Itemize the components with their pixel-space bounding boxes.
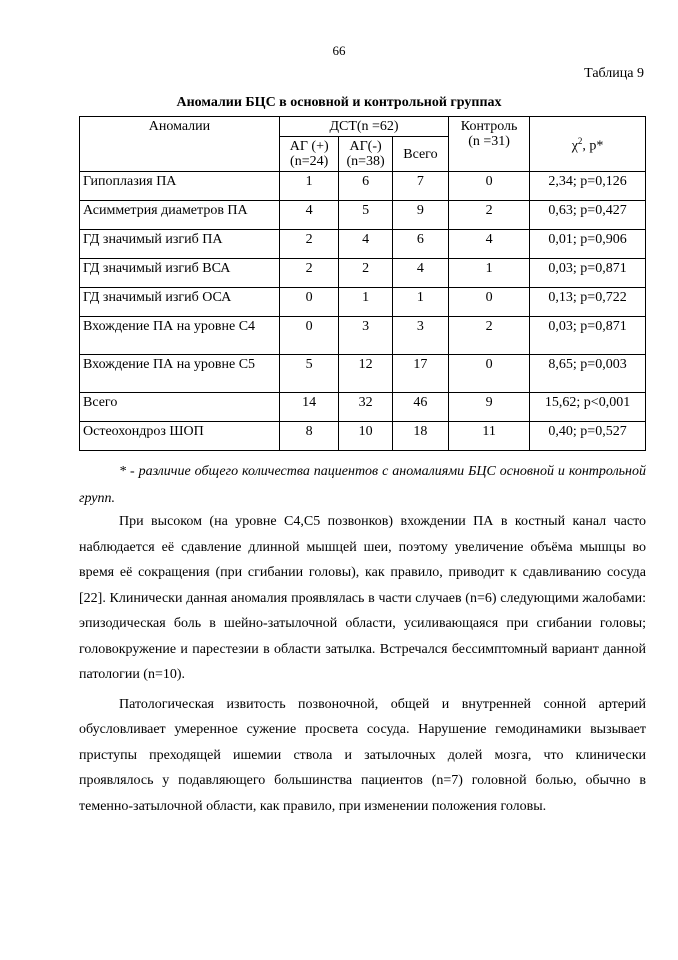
row-name: Всего	[80, 393, 280, 422]
cell-control: 11	[449, 422, 530, 451]
cell-ag-minus: 10	[339, 422, 392, 451]
cell-chi: 0,03; р=0,871	[530, 259, 646, 288]
paragraph: Патологическая извитость позвоночной, общей и внутренней сонной артерий обусловливает умеренное сужение просвета сосуда. Нарушение гемодинамики вызывает приступы преходящей ишемии ствола и затылочных долей мозга, что клинически проявлялось у подавляющего большинства пациентов (n=7) головной болью, обычно в теменно-затылочной области, как правило, при изменении положения головы.	[79, 696, 646, 814]
table-label: Таблица 9	[584, 66, 644, 81]
cell-chi: 8,65; р=0,003	[530, 355, 646, 393]
cell-ag-minus: 2	[339, 259, 392, 288]
cell-ag-minus: 6	[339, 172, 392, 201]
page-number: 66	[332, 43, 346, 58]
cell-chi: 0,01; р=0,906	[530, 230, 646, 259]
cell-chi: 0,40; р=0,527	[530, 422, 646, 451]
body-text	[79, 509, 646, 823]
table-row	[80, 422, 646, 451]
cell-ag-plus: 2	[279, 259, 338, 288]
cell-ag-minus: 4	[339, 230, 392, 259]
table-row	[80, 259, 646, 288]
cell-control: 2	[449, 201, 530, 230]
cell-ag-minus: 12	[339, 355, 392, 393]
header-total: Всего	[392, 137, 448, 172]
cell-total: 3	[392, 317, 448, 355]
cell-ag-minus: 3	[339, 317, 392, 355]
table-row	[80, 172, 646, 201]
cell-ag-plus: 5	[279, 355, 338, 393]
cell-control: 0	[449, 288, 530, 317]
cell-chi: 0,63; р=0,427	[530, 201, 646, 230]
row-name: ГД значимый изгиб ВСА	[80, 259, 280, 288]
table-row	[80, 230, 646, 259]
cell-ag-minus: 5	[339, 201, 392, 230]
cell-control: 0	[449, 172, 530, 201]
cell-ag-minus: 1	[339, 288, 392, 317]
cell-ag-minus: 32	[339, 393, 392, 422]
cell-total: 4	[392, 259, 448, 288]
cell-ag-plus: 8	[279, 422, 338, 451]
cell-ag-plus: 14	[279, 393, 338, 422]
cell-control: 2	[449, 317, 530, 355]
row-name: ГД значимый изгиб ПА	[80, 230, 280, 259]
header-anomalies: Аномалии	[80, 117, 280, 172]
table-title: Аномалии БЦС в основной и контрольной группах	[176, 95, 502, 110]
cell-ag-plus: 0	[279, 288, 338, 317]
cell-total: 18	[392, 422, 448, 451]
cell-total: 9	[392, 201, 448, 230]
header-control: Контроль (n =31)	[449, 117, 530, 172]
cell-chi: 0,03; р=0,871	[530, 317, 646, 355]
cell-control: 4	[449, 230, 530, 259]
cell-ag-plus: 0	[279, 317, 338, 355]
table-row	[80, 201, 646, 230]
cell-chi: 0,13; р=0,722	[530, 288, 646, 317]
anomalies-table	[79, 116, 646, 451]
cell-total: 7	[392, 172, 448, 201]
row-name: Гипоплазия ПА	[80, 172, 280, 201]
cell-total: 17	[392, 355, 448, 393]
cell-total: 6	[392, 230, 448, 259]
table-row	[80, 317, 646, 355]
table-row	[80, 288, 646, 317]
table-footnote: * - различие общего количества пациентов с аномалиями БЦС основной и контрольной групп.	[79, 464, 646, 506]
cell-control: 9	[449, 393, 530, 422]
cell-ag-plus: 1	[279, 172, 338, 201]
cell-total: 46	[392, 393, 448, 422]
header-ag-plus: АГ (+) (n=24)	[279, 137, 338, 172]
row-name: Вхождение ПА на уровне С4	[80, 317, 280, 355]
header-dst: ДСТ(n =62)	[279, 117, 448, 137]
table-row	[80, 393, 646, 422]
cell-control: 1	[449, 259, 530, 288]
paragraph: При высоком (на уровне С4,С5 позвонков) вхождении ПА в костный канал часто наблюдается её сдавление длинной мышцей шеи, поэтому увеличение объёма мышцы во время её сокращения (при сгибании головы), как правило, приводит к сдавливанию сосуда [22]. Клинически данная аномалия проявлялась в части случаев (n=6) следующими жалобами: эпизодическая боль в шейно-затылочной области, усиливающаяся при сгибании головы; головокружение и парестезии в области затылка. Встречался бессимптомный вариант данной патологии (n=10).	[79, 514, 646, 682]
cell-ag-plus: 4	[279, 201, 338, 230]
cell-control: 0	[449, 355, 530, 393]
cell-chi: 2,34; р=0,126	[530, 172, 646, 201]
cell-chi: 15,62; р<0,001	[530, 393, 646, 422]
row-name: Асимметрия диаметров ПА	[80, 201, 280, 230]
cell-ag-plus: 2	[279, 230, 338, 259]
header-ag-minus: АГ(-) (n=38)	[339, 137, 392, 172]
row-name: ГД значимый изгиб ОСА	[80, 288, 280, 317]
row-name: Остеохондроз ШОП	[80, 422, 280, 451]
header-chi: $\chi^2$, р*	[530, 117, 646, 172]
cell-total: 1	[392, 288, 448, 317]
table-row	[80, 355, 646, 393]
row-name: Вхождение ПА на уровне С5	[80, 355, 280, 393]
